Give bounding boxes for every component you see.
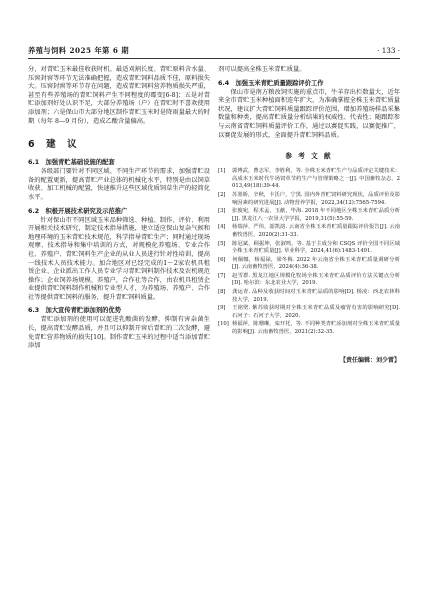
paragraph-6-4: 保山市是南方粮改饲实施的重点市，牛羊存出栏数量大，近年来全市青贮玉米种植面积连年扩大，为准确掌握全株玉米青贮质量状况，建议扩大青贮饲料质量跟踪评价范围，增加养殖场样品采集数量和种类，提高青贮质量分析结果的权威性、代表性；随跟踪参与云南省青贮饲料质量评价工作，通过以赛促实践，以赛促推广，以赛促发展的形式，全面提升青贮饲料品质。 [218, 88, 400, 139]
reference-item: [2] 苏墨娇，辛秋，卡沃户，宁黑. 国内外青贮饲料研究现状，品质评价及影响因素的研究进展[J]. 动物营养学报，2022,34(12):7565-7594. [218, 191, 400, 206]
subsection-heading-6-2: 6.2 积极开展技术研究及示范推广 [28, 207, 128, 215]
references-heading: 参 考 文 献 [285, 152, 333, 161]
page-header [28, 44, 400, 58]
reference-item: [8] 龚运青. 品种及收获时间对玉米青贮品质的影响[D]. 杨凌：西北农林科技大学，2019. [218, 289, 400, 303]
reference-item: [7] 赵雪群. 黑龙江地区规模化牧场全株玉米青贮品质评价方法关键点分析[D]. 哈尔滨：东北农业大学，2019. [218, 272, 400, 287]
paragraph-6-1: 各级部门要针对不同区域、不同生产环节的需求，加强青贮设备的配置更新，提高青贮产业总体的机械化水平，特别是由以饲草收获、加工机械的配置，快速推升这些区域优质饲草生产的轻简化水平。 [28, 168, 210, 201]
intro-paragraph: 分，对青贮玉米最佳收获时机、最适刈割长度、青贮原料含水量、压窖封窖等环节无法准确把握，造成青贮饲料品质不佳，原料损失大。压窖封窖等环节存在问题，造成青贮饲料营养物质损失严重，甚至有些养殖场的青贮饲料产生不同程度的霉变[6-8]；五是对青贮添加剂好处认识不足，大部分养殖场（户）在青贮时不喜欢使用添加剂；六是保山市大部分地区制作青贮玉米时是降雨量最大的时期（每年 8—9 月份），造成乙酸含量偏高。 [28, 66, 210, 125]
reference-item: [10] 杨福萍，陈珊琳，栾开托，等. 不同种类青贮添加剂对全株玉米青贮质量的影响[J]. 云南畜牧兽医，2021(2):32-35. [218, 321, 400, 336]
section-heading: 6 建 议 [28, 139, 78, 151]
reference-item: [4] 杨瑞萍，严伟，韶凯韵. 云南省全株玉米青贮质量跟踪评价报告[J]. 云南畜牧兽医，2020(2):31-33. [218, 224, 400, 238]
page-number: · 133 · [377, 46, 400, 55]
reference-item: [6] 何佩娜，杨福禄，梁冬梅. 2022 年云南省全株玉米青贮质量调研分析[J]. 云南畜牧兽医，2024(4):36-38. [218, 256, 400, 271]
reference-item: [5] 陈冠斌，顾振坤，张淑鸣，等. 基于主成分和 CSQS 评价全国不同区域全株玉米青贮质量[J]. 草业科学，2024,41(6):1483-1491. [218, 240, 400, 255]
subsection-heading-6-4: 6.4 加强玉米青贮质量跟踪评价工作 [218, 79, 324, 87]
reference-list [218, 168, 400, 336]
paragraph-6-3: 青贮添加剂的使用可以促进乳酸菌的发酵，抑制有害杂菌生长，提高青贮发酵品质，并且可以抑制开窖后青贮的二次发酵，避免青贮营养物质的损失[10]。制作青贮玉米的过程中适当添加青贮添加 [28, 316, 210, 350]
subsection-heading-6-3: 6.3 加大宣传青贮添加剂的优势 [28, 307, 122, 315]
paragraph-6-2: 针对保山市不同区域玉米品种筛选、种植、制作、评价、利用开展相关技术研究，制定技术指导措施，建立适应保山复杂气候和地理环境的玉米青贮技术规范，科学指导青贮生产；同时通过现场观摩、技术指导和集中培训的方式，对规模化养殖场、专业合作社、养殖户、青贮饲料生产企业的从业人员进行针对性培训，提高一线技术人员技术能力。加合地区对已经完成的1～2家农机具租赁企业、企业派出工作人员专业学习青贮饲料制作技术及农机规范操作；企业饲养场规模、养殖户，合作社等合作，由农机具租赁企业提供青贮饲料制作机械和专业型人才，为养殖场、养殖户、合作社等提供青贮饲料的服务，提升青贮饲料质量。 [28, 216, 210, 301]
reference-item: [9] 王铭壁. 紫苏收获时期对全株玉米青贮品质及瘤胃有害的影响研究[D]. 石河子：石河子大学，2020. [218, 305, 400, 319]
subsection-heading-6-1: 6.1 加强青贮基础设施的配套 [28, 159, 115, 167]
continued-paragraph: 剂可以提高全株玉米青贮质量。 [218, 66, 306, 73]
left-column [28, 66, 210, 351]
reference-item: [1] 郭博武，曹志军，李胜利，等. 全株玉米青贮生产与品质评定关键技术：高成本玉米时代牛场饲草节约生产与管理策略之一[J]. 中国畜牧杂志，2013,49(18):39-44. [218, 168, 400, 190]
header-rule [28, 58, 400, 59]
reference-item: [3] 张俊宛，程术孟，玉献，毕海. 2018 年不同地区全株玉米青贮品质分析[J]. 黑龙江八一农垦大学学报，2019,31(5):55-59. [218, 208, 400, 222]
journal-title: 养殖与饲料 2025 年第 6 期 [28, 46, 130, 55]
right-column [218, 66, 400, 364]
responsible-editor: 【责任编辑：刘少雷】 [339, 356, 400, 364]
